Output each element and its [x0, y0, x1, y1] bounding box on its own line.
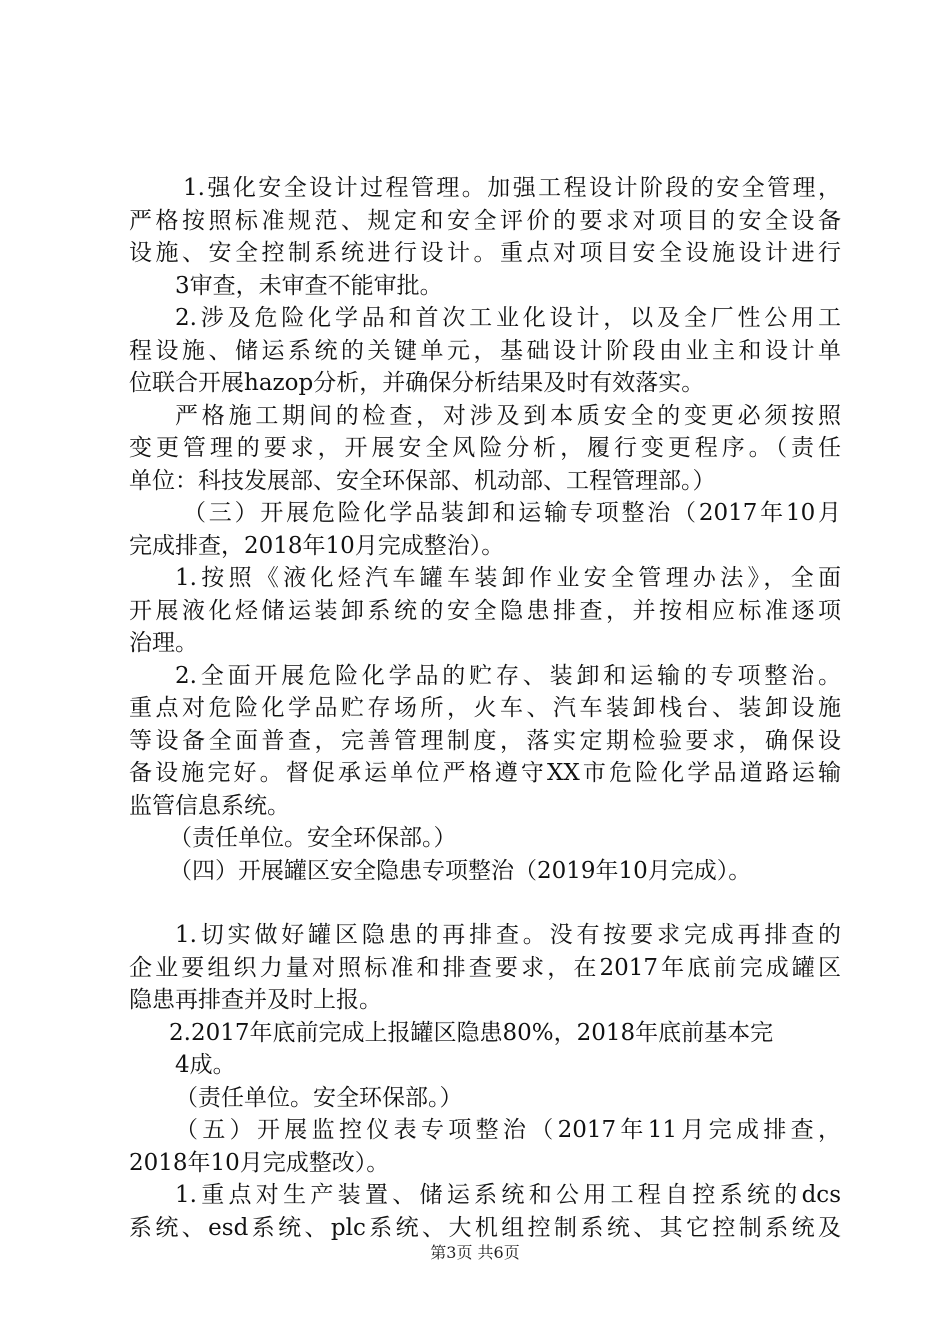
paragraph-line: 系统、esd系统、plc系统、大机组控制系统、其它控制系统及: [129, 1214, 841, 1241]
paragraph-line: 单位：科技发展部、安全环保部、机动部、工程管理部。）: [129, 467, 716, 494]
paragraph-line: 治理。: [129, 630, 198, 656]
paragraph-line: 隐患再排查并及时上报。: [129, 987, 382, 1013]
section-heading-line: （四）开展罐区安全隐患专项整治（2019年10月完成）。: [169, 857, 752, 884]
paragraph-line: 1.强化安全设计过程管理。加强工程设计阶段的安全管理，: [183, 175, 841, 201]
paragraph-line: 2.涉及危险化学品和首次工业化设计，以及全厂性公用工: [175, 305, 841, 331]
paragraph-line: 严格施工期间的检查，对涉及到本质安全的变更必须按照: [175, 402, 841, 429]
page-number-footer: 第3页 共6页: [430, 1243, 520, 1262]
paragraph-line: 1.切实做好罐区隐患的再排查。没有按要求完成再排查的: [175, 922, 841, 948]
paragraph-line: 2.全面开展危险化学品的贮存、装卸和运输的专项整治。: [175, 662, 841, 689]
responsibility-line: （责任单位。安全环保部。）: [175, 1084, 463, 1111]
paragraph-line: 位联合开展hazop分析，并确保分析结果及时有效落实。: [129, 370, 705, 396]
paragraph-gap: [129, 887, 841, 919]
paragraph-line: 程设施、储运系统的关键单元，基础设计阶段由业主和设计单: [129, 337, 841, 364]
paragraph-line: 4成。: [175, 1052, 236, 1078]
responsibility-line: （责任单位。安全环保部。）: [169, 825, 457, 851]
paragraph-line: 3审查，未审查不能审批。: [175, 272, 443, 299]
paragraph-line: 备设施完好。督促承运单位严格遵守XX市危险化学品道路运输: [129, 760, 841, 786]
section-heading-line: 2018年10月完成整改）。: [129, 1149, 390, 1176]
section-heading-line: （三）开展危险化学品装卸和运输专项整治（2017年10月: [183, 500, 841, 526]
document-body: [129, 172, 841, 1244]
paragraph-line: 2.2017年底前完成上报罐区隐患80%，2018年底前基本完: [169, 1019, 774, 1046]
paragraph-line: 变更管理的要求，开展安全风险分析，履行变更程序。（责任: [129, 435, 841, 461]
paragraph-line: 严格按照标准规范、规定和安全评价的要求对项目的安全设备: [129, 207, 841, 234]
paragraph-line: 等设备全面普查，完善管理制度，落实定期检验要求，确保设: [129, 727, 841, 754]
paragraph-line: 开展液化烃储运装卸系统的安全隐患排查，并按相应标准逐项: [129, 597, 841, 624]
paragraph-line: 监管信息系统。: [129, 792, 290, 819]
paragraph-line: 设施、安全控制系统进行设计。重点对项目安全设施设计进行: [129, 240, 841, 266]
section-heading-line: 完成排查，2018年10月完成整治）。: [129, 532, 505, 559]
section-heading-line: （五）开展监控仪表专项整治（2017年11月完成排查，: [175, 1117, 841, 1143]
paragraph-line: 重点对危险化学品贮存场所，火车、汽车装卸栈台、装卸设施: [129, 695, 841, 721]
paragraph-line: 1.重点对生产装置、储运系统和公用工程自控系统的dcs: [175, 1182, 841, 1208]
paragraph-line: 1.按照《液化烃汽车罐车装卸作业安全管理办法》，全面: [175, 565, 841, 591]
paragraph-line: 企业要组织力量对照标准和排查要求，在2017年底前完成罐区: [129, 954, 841, 981]
